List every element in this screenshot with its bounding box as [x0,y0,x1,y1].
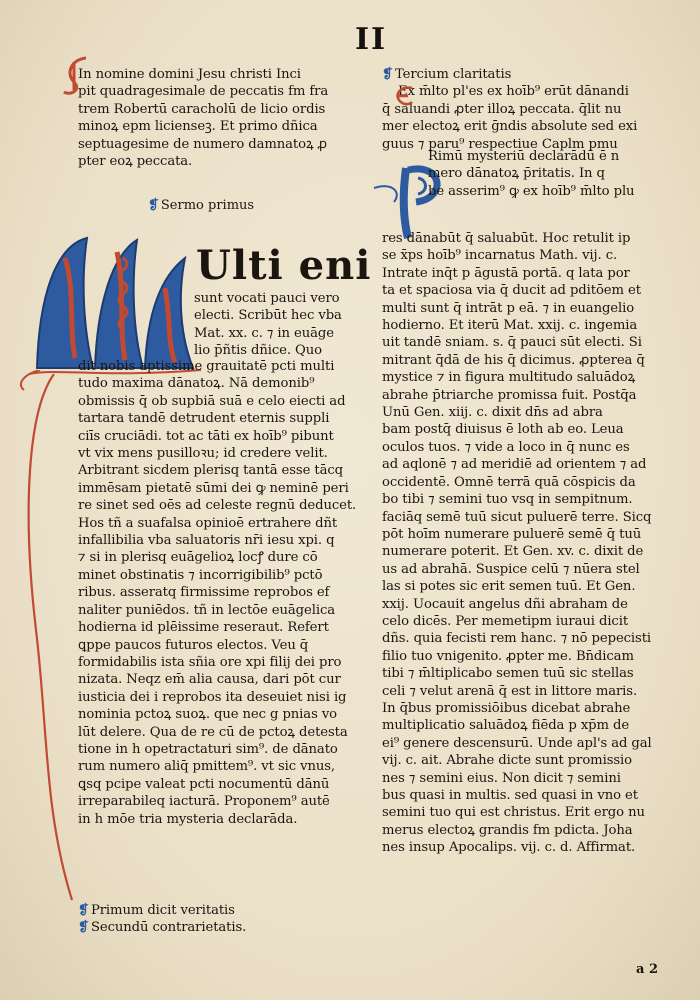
text-line: hodierna id plēissime reseraut. Refert [78,620,329,636]
text-line: q̄ saluandi ꝓter illoꝝ peccata. q̄lit nu [382,101,622,117]
text-line: bo tibi ⁊ semini tuo vsq in sempitnum. [382,492,633,508]
text-line: septuagesime de numero damnatoꝝ ꝓ [78,136,327,152]
text-line: bam postq̄ diuisus ē loth ab eo. Leua [382,422,624,438]
text-line: naliter puniēdos. tñ in lectōe euāgelica [78,602,335,618]
text-line: bus quasi in multis. sed quasi in vno et [382,788,638,803]
text-line: oculos tuos. ⁊ vide a loco in q̄ nunc es [382,439,630,455]
text-line: mer electoꝝ erit ḡndis absolute sed exi [382,119,638,135]
text-line: celo dicēs. Per memetipm iuraui dicit [382,613,629,629]
text-line: ad aqlonē ⁊ ad meridiē ad orientem ⁊ ad [382,457,647,473]
text-line: guus ⁊ paru⁹ respectiue Caplm pmu [382,136,618,152]
paragraph-mark-icon: ❡ [148,198,159,213]
text-line: ei⁹ genere descensurū. Unde apl's ad gal [382,735,652,751]
text-line: irreparabileq iacturā. Proponem⁹ autē [78,794,330,810]
text-line: lio p̄ñtis dñice. Quo [194,343,322,359]
text-line: ribus. asseratq firmissime reprobos ef [78,585,330,601]
text-line: be asserim⁹ ꝙ ex hoīb⁹ m̄lto plu [428,183,635,199]
left-column-heading [78,66,370,170]
text-line: las si potes sic erit semen tuū. Et Gen. [382,579,636,595]
red-initial-flourish [60,52,94,98]
text-line: xxij. Uocauit angelus dñi abraham de [382,596,628,612]
left-column-list [78,902,370,937]
text-line: re sinet sed oēs ad celeste regnū deducet. [78,498,357,514]
text-line: rum numero aliq̄ pmittem⁹. vt sic vnus, [78,759,336,775]
text-line: merus electoꝝ grandis fm pdicta. Joha [382,822,633,838]
text-line: tudo maxima dānatoꝝ. Nā demonib⁹ [78,376,315,392]
list-item-label: Secundū contrarietatis. [90,920,247,936]
text-line: infallibilia vba saluatoris nr̄i iesu xpi. q [78,533,335,549]
text-line: res dānabūt q̄ saluabūt. Hoc retulit ip [382,231,631,246]
text-line: tibi ⁊ m̄ltiplicabo semen tuū sic stellas [382,666,634,682]
text-line: tartara tandē detrudent eternis suppli [78,411,330,427]
rubric-label: Tercium claritatis [394,67,512,82]
signature-mark: a 2 [636,962,658,977]
text-line [382,66,682,83]
text-line: nes insup Apocalips. vij. c. d. Affirmat. [382,840,636,856]
text-line: pit quadragesimale de peccatis fm fra [78,84,329,100]
text-line: vij. c. ait. Abrahe dicte sunt promissio [382,753,632,769]
text-line: nominia pctoꝝ suoꝝ. que nec g pnias vo [78,707,338,723]
text-line: minoꝝ epm licienseꝫ. Et primo dñica [78,119,318,135]
text-line: us ad abrahā. Suspice celū ⁊ nūera stel [382,561,640,577]
left-column-body [78,358,376,828]
text-line: vt vix mens pusilloꝛu; id credere velit. [78,446,328,462]
text-line: sunt vocati pauci vero [194,291,340,306]
text-line: filio tuo vnigenito. ꝓpter me. Bn̄dicam [382,648,634,664]
text-line: Intrate inq̄t p āgustā portā. q lata por [382,265,630,281]
text-line: ⁊ si in plerisq euāgelioꝝ locꝭ dure cō [78,550,318,566]
right-column-heading [382,66,682,153]
decorated-initial-m-icon [25,228,205,378]
list-item-label: Primum dicit veritatis [90,903,235,918]
folio-number: II [355,22,388,57]
list-item [78,902,370,919]
text-line: ta et spaciosa via q̄ ducit ad pditōem et [382,283,641,299]
text-line: hodierno. Et iterū Mat. xxij. c. ingemia [382,318,638,334]
text-line: In q̄bus promissiōibus dicebat abrahe [382,700,631,716]
text-line: abrahe p̄triarche promissa fuit. Postq̄a [382,387,637,403]
text-line: nizata. Neqz em̄ alia causa, dari pōt cur [78,672,341,688]
text-line: Mat. xx. c. ⁊ in euāge [194,325,334,341]
paragraph-mark-icon: ❡ [382,67,393,82]
text-line: dit nobis aptissime grauitatē pcti multi [78,359,335,374]
paragraph-mark-icon: ❡ [78,920,89,936]
text-line: celi ⁊ velut arenā q̄ est in littore maris. [382,683,638,699]
text-line: Ex m̄lto pl'es ex hoīb⁹ erūt dānandi [398,84,629,100]
text-line: numerare poterit. Et Gen. xv. c. dixit de [382,544,644,560]
text-line: pōt hoīm numerare puluerē semē q̄ tuū [382,526,642,542]
text-line: mystice ⁊ in figura multitudo saluādoꝝ [382,370,636,386]
text-line: semini tuo qui est christus. Erit ergo nu [382,805,645,821]
text-line: mitrant q̄dā de his q̄ dicimus. ꝓpterea q̄ [382,352,645,368]
text-line: Rimū mysteriū declarādū ē n [428,149,620,164]
text-line: occidentē. Omnē terrā quā cōspicis da [382,474,636,490]
text-line: ciīs cruciādi. tot ac tāti ex hoīb⁹ pibunt [78,428,334,444]
text-line: multiplicatio saluādoꝝ fiēda p xp̄m de [382,718,630,734]
incipit-heading: Ulti eni [196,242,372,289]
text-line: in h mōe tria mysteria declarāda. [78,811,298,827]
text-line: obmissis q̄ ob supbiā suā e celo eiecti ad [78,393,346,409]
text-line: iusticia dei i reprobos ita deseuiet nisi ig [78,689,347,705]
left-column-initial-lines [194,290,374,360]
text-line: faciāq semē tuū sicut puluerē terre. Sicq [382,509,652,525]
text-line: dñs. quia fecisti rem hanc. ⁊ nō pepecisti [382,631,652,647]
text-line: multi sunt q̄ intrāt p eā. ⁊ in euangelio [382,300,635,316]
text-line: trem Robertū caracholū de licio ordis [78,101,326,117]
text-line: minet obstinatis ⁊ incorrigibilib⁹ pctō [78,567,323,583]
right-column-initial-lines [428,148,684,200]
text-line: formidabilis ista sñia ore xpi filij dei pro [78,654,342,670]
text-line: se x̄ps hoīb⁹ incarnatus Math. vij. c. [382,248,618,264]
text-line: electi. Scribūt hec vba [194,308,342,324]
rubric-label: Sermo primus [160,198,255,213]
text-line: Arbitrant sicdem plerisq tantā esse tācq [78,463,343,479]
text-line: ꝗsq pcipe valeat pcti nocumentū dānū [78,776,330,792]
red-margin-flourish [14,370,84,910]
right-column-body [382,230,682,857]
list-item [78,919,370,936]
paragraph-mark-icon: ❡ [78,903,89,918]
sermon-rubric [148,198,254,213]
text-line: Hos tñ a suafalsa opinioē ertrahere dñt [78,515,338,531]
text-line: tione in h opetractaturi sim⁹. de dānato [78,741,338,757]
text-line: In nomine domini Jesu christi Inci [78,67,301,82]
text-line: Unū Gen. xiij. c. dixit dn̄s ad abra [382,405,603,421]
text-line: lūt delere. Qua de re cū de pctoꝝ detesta [78,724,348,740]
text-line: immēsam pietatē sūmi dei ꝙ neminē peri [78,480,349,496]
text-line: mero dānatoꝝ p̄ritatis. In q [428,166,605,182]
text-line: nes ⁊ semini eius. Non dicit ⁊ semini [382,770,621,786]
text-line: pter eoꝝ peccata. [78,154,193,170]
red-initial-e-icon [394,84,416,108]
text-line: ꝗppe paucos futuros electos. Veu q̄ [78,637,309,653]
text-line: uit tandē sniam. s. q̄ pauci sūt electi. Si [382,335,642,351]
